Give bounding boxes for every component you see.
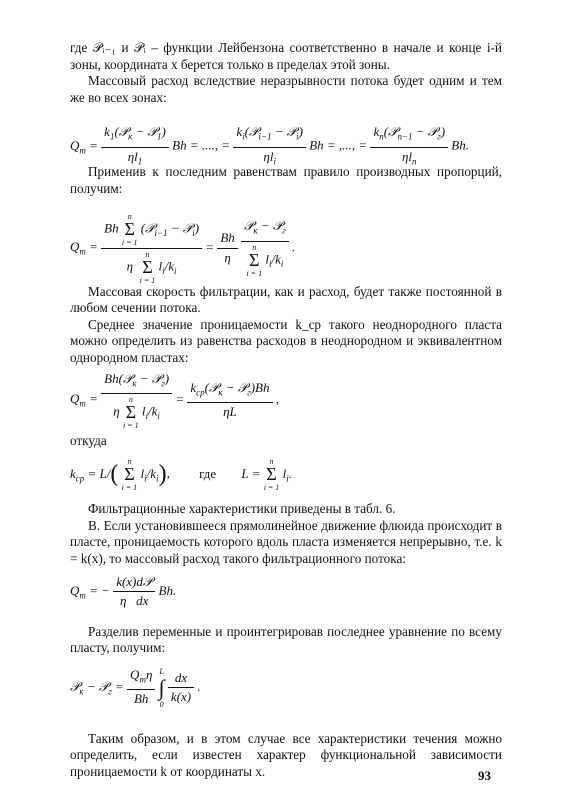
paragraph-10: Таким образом, и в этом случае все характеристики течения можно определить, если известен характер функциональной зависимости проницаемости k от координаты x. [70,730,502,779]
paragraph-7: Фильтрационные характеристики приведены в табл. 6. [88,501,396,517]
formula-1 [70,112,502,167]
formula-5: $Q_m$ = − $\frac{\text{k(x)d𝒫}}{\text{η dx}}$ Bh. [70,573,177,609]
paragraph-6: откуда [70,432,107,448]
page-number: 93 [478,768,491,783]
formula-1-rendered: $Q_m$ = $\frac{k_1(𝒫_к - 𝒫_1)}{\eta l_1}$ Bh = ...., = $\frac{k_i(𝒫_{i-1} - 𝒫_i)}{\eta l_i}$ Bh = ,..., = $\frac{k_n(𝒫_{n-1} - 𝒫_г)}{\eta l_n}$ Bh. [70,124,469,167]
formula-2: $Q_m$ = Bh n Σ i = 1 (𝒫$_{i-1}$ − 𝒫$_i$) η n Σ i = 1 $l_i/k_i$ = $\frac{Bh}{\eta}$ 𝒫$_к$ − 𝒫$_г$ n Σ i = 1 $l_i/k_i$ . [70,211,296,285]
page-body [70,40,502,780]
formula-6: 𝒫$_к$ − 𝒫$_г$ = $\frac{Q_m\eta}{Bh}$ L ∫ 0 $\frac{dx}{k(x)}$ . [70,666,201,709]
formula-3: $Q_m$ = Bh(𝒫$_к$ − 𝒫$_г$) η n Σ i = 1 $l_i/k_i$ = $\frac{k_{ср}(𝒫_к - 𝒫_г)Bh}{\eta L}$ , [70,370,279,430]
paragraph-1: где 𝒫ᵢ₋₁ и 𝒫ᵢ – функции Лейбензона соответственно в начале и конце i-й зоны, координата x берется только в пределах этой зоны. [70,40,502,72]
paragraph-3: Применив к последним равенствам правило производных пропорций, получим: [70,164,502,196]
paragraph-9: Разделив переменные и проинтегрировав последнее уравнение по всему пласту, получим: [70,623,502,656]
paragraph-4: Массовая скорость фильтрации, как и расход, будет также постоянной в любом сечении потока. [70,283,502,316]
formula-4: $k_{ср} = L/$( n Σ i = 1 $l_i/k_i$), где L = n Σ i = 1 $l_i$. [70,457,292,493]
paragraph-5: Среднее значение проницаемости k_ср такого неоднородного пласта можно определить из равенства расходов в неоднородном и эквивалентном однородном пластах: [70,316,502,365]
paragraph-2: Массовый расход вследствие неразрывности потока будет одним и тем же во всех зонах: [70,73,502,105]
paragraph-8: В. Если установившееся прямолинейное движение флюида происходит в пласте, проницаемость которого вдоль пласта изменяется непрерывно, т.е. k = k(x), то массовый расход такого фильтрационного потока: [70,517,502,566]
